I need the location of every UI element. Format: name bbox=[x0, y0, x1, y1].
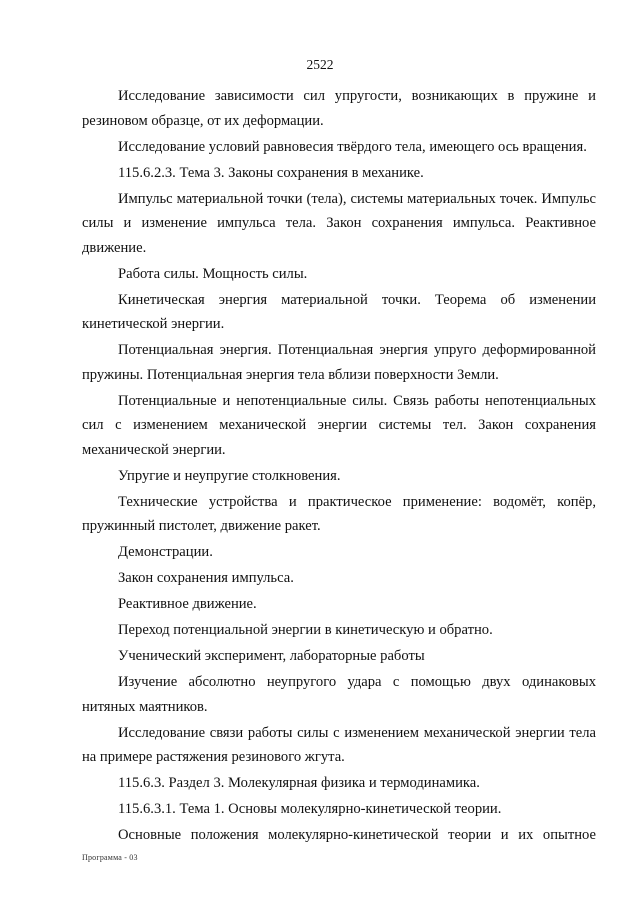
paragraph-work-power: Работа силы. Мощность силы. bbox=[118, 265, 308, 282]
paragraph-inelastic-impact: Изучение абсолютно неупругого удара с помощью двух одинаковых нитяных маятников. bbox=[82, 674, 596, 715]
section-heading-molecular-physics: 115.6.3. Раздел 3. Молекулярная физика и термодинамика. bbox=[118, 775, 480, 791]
paragraph-collisions: Упругие и неупругие столкновения. bbox=[118, 467, 341, 484]
footer-label: Программа - 03 bbox=[82, 853, 138, 862]
section-heading-mkt-basics: 115.6.3.1. Тема 1. Основы молекулярно-кинетической теории. bbox=[118, 801, 502, 817]
paragraph-jet-motion: Реактивное движение. bbox=[118, 596, 257, 612]
paragraph-energy-transfer: Переход потенциальной энергии в кинетическую и обратно. bbox=[118, 622, 493, 638]
paragraph-elasticity-study: Исследование зависимости сил упругости, возникающих в пружине и резиновом образце, от их деформации. bbox=[82, 88, 596, 129]
paragraph-potential-energy: Потенциальная энергия. Потенциальная энергия упруго деформированной пружины. Потенциальная энергия тела вблизи поверхности Земли. bbox=[82, 342, 596, 383]
paragraph-momentum-conservation: Закон сохранения импульса. bbox=[118, 570, 294, 586]
paragraph-nonpotential-forces: Потенциальные и непотенциальные силы. Связь работы непотенциальных сил с изменением механической энергии системы тел. Закон сохранения механической энергии. bbox=[82, 392, 596, 458]
paragraph-kinetic-energy: Кинетическая энергия материальной точки. Теорема об изменении кинетической энергии. bbox=[82, 291, 596, 332]
paragraph-technical-devices: Технические устройства и практическое применение: водомёт, копёр, пружинный пистолет, движение ракет. bbox=[82, 493, 596, 534]
paragraph-rigid-body-equilibrium: Исследование условий равновесия твёрдого тела, имеющего ось вращения. bbox=[118, 138, 587, 155]
paragraph-student-experiment: Ученический эксперимент, лабораторные работы bbox=[118, 648, 425, 664]
page-number: 2522 bbox=[306, 57, 334, 72]
document-body bbox=[82, 84, 596, 848]
paragraph-demonstrations: Демонстрации. bbox=[118, 544, 213, 560]
paragraph-rubber-band-work: Исследование связи работы силы с изменением механической энергии тела на примере растяжения резинового жгута. bbox=[82, 724, 596, 765]
paragraph-mkt-principles: Основные положения молекулярно-кинетической теории и их опытное bbox=[118, 827, 596, 843]
section-heading-conservation-laws: 115.6.2.3. Тема 3. Законы сохранения в механике. bbox=[118, 164, 424, 181]
paragraph-momentum: Импульс материальной точки (тела), системы материальных точек. Импульс силы и изменение импульса тела. Закон сохранения импульса. Реактивное движение. bbox=[82, 190, 596, 256]
